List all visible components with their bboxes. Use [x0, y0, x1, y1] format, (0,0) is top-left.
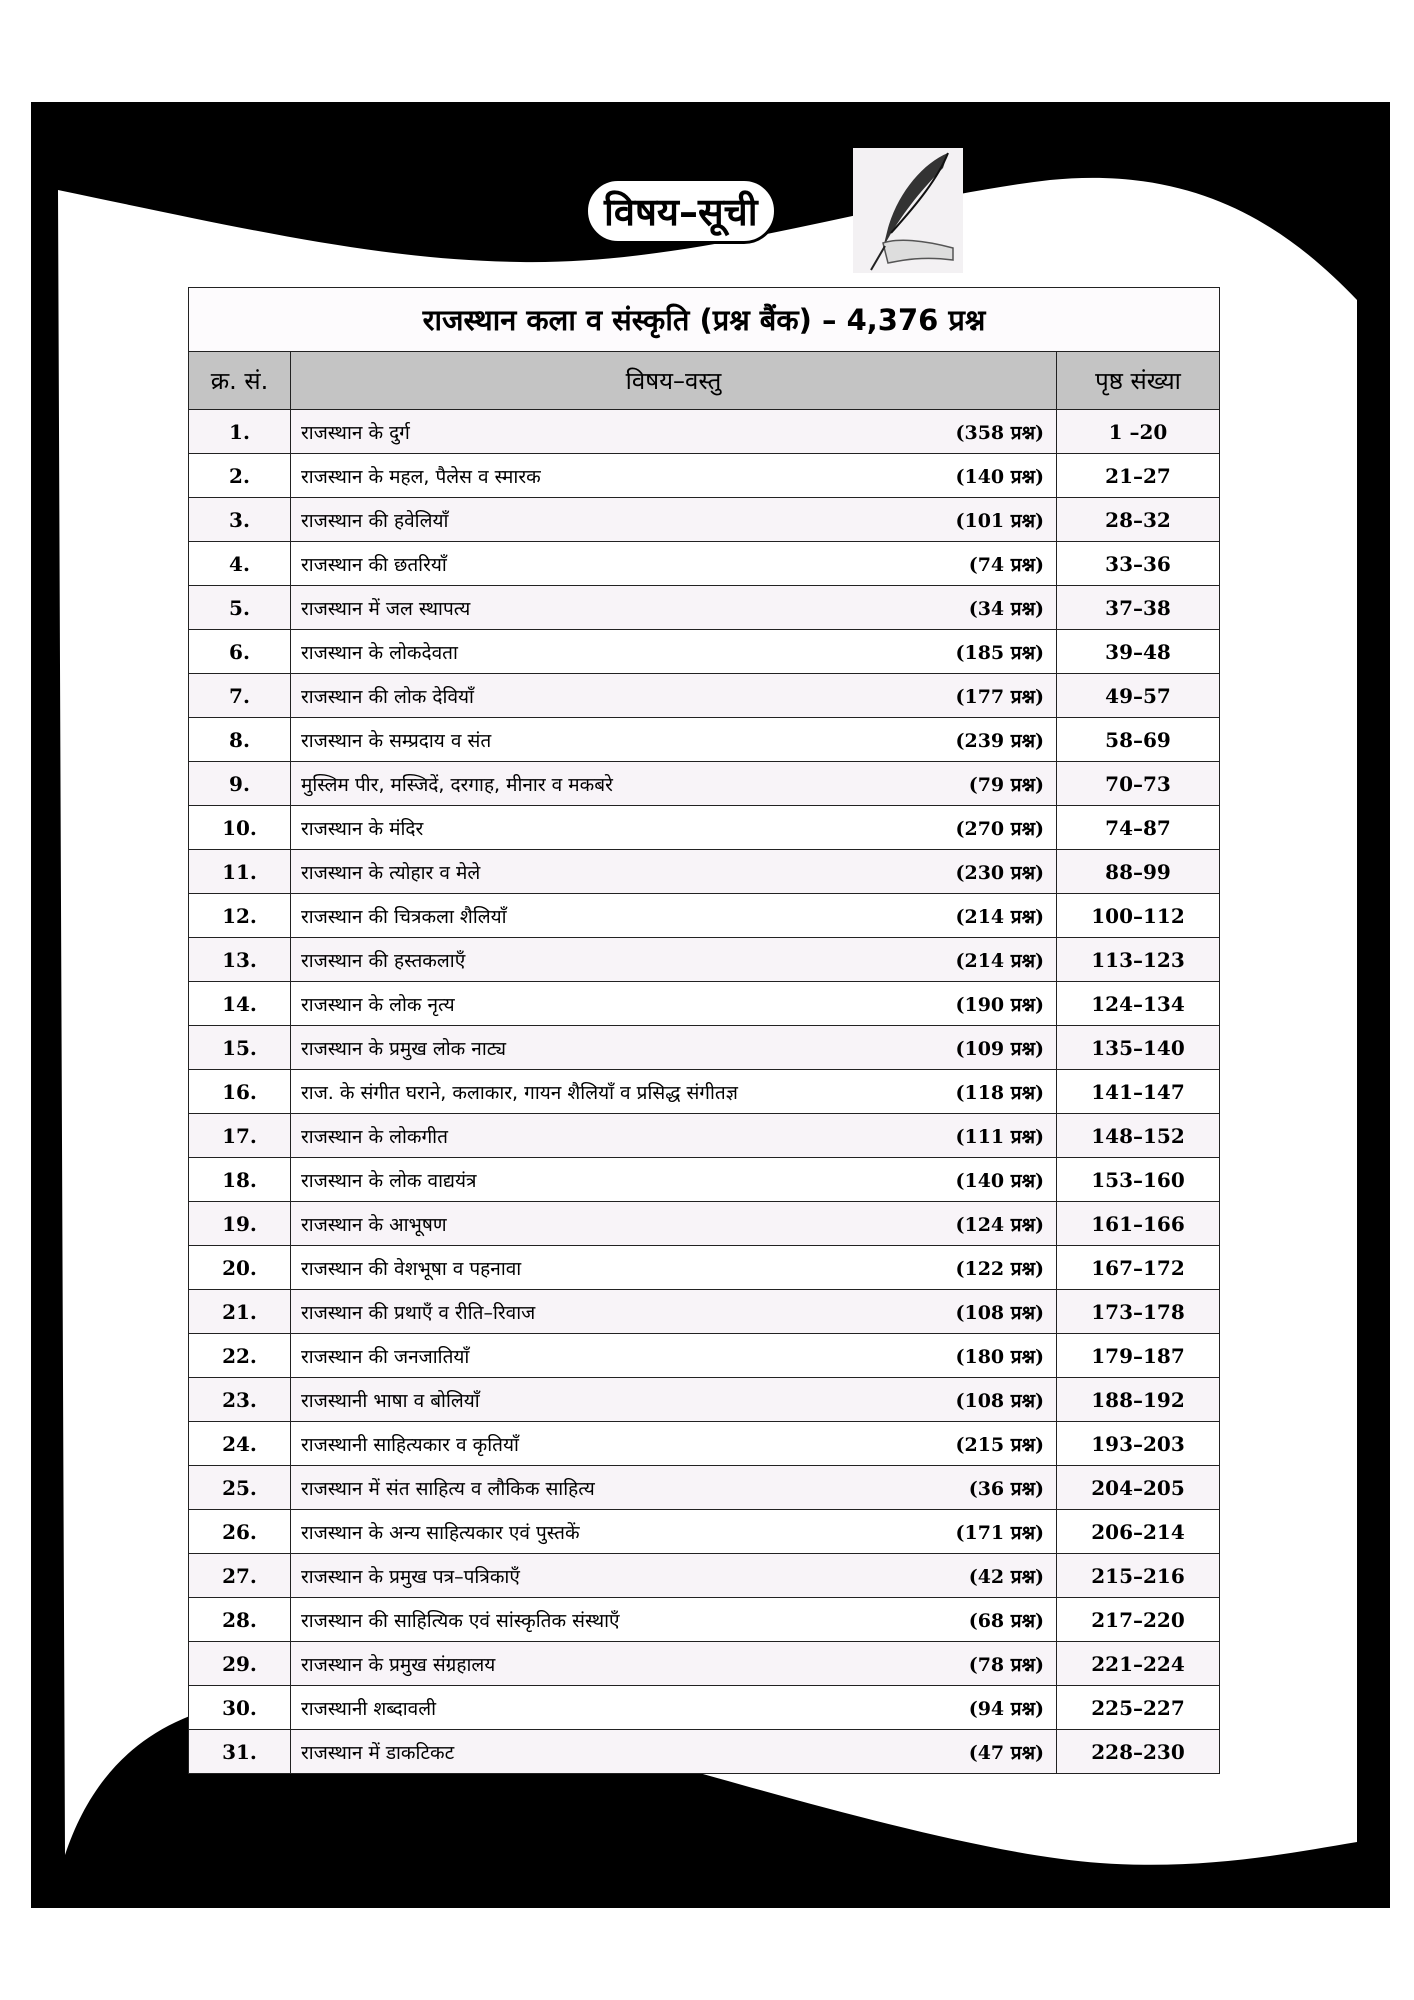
subject-cell — [291, 1730, 1057, 1774]
subject-cell — [291, 1422, 1057, 1466]
page-range: 1 –20 — [1057, 410, 1220, 454]
subject-cell — [291, 850, 1057, 894]
subject-cell — [291, 894, 1057, 938]
subject-cell — [291, 1686, 1057, 1730]
serial-number: 28. — [189, 1598, 291, 1642]
page-range: 70–73 — [1057, 762, 1220, 806]
subject-title: राजस्थान के प्रमुख संग्रहालय — [301, 1653, 496, 1676]
question-count: (171 प्रश्न) — [955, 1521, 1044, 1544]
subject-title: राजस्थानी शब्दावली — [301, 1697, 436, 1720]
question-count: (177 प्रश्न) — [955, 685, 1044, 708]
question-count: (47 प्रश्न) — [968, 1741, 1044, 1764]
question-count: (79 प्रश्न) — [968, 773, 1044, 796]
subject-cell — [291, 762, 1057, 806]
subject-title: राजस्थान के त्योहार व मेले — [301, 861, 481, 884]
table-row — [189, 850, 1220, 894]
page-range: 113–123 — [1057, 938, 1220, 982]
page-range: 37–38 — [1057, 586, 1220, 630]
serial-number: 29. — [189, 1642, 291, 1686]
question-count: (358 प्रश्न) — [955, 421, 1044, 444]
subject-title: राजस्थान के दुर्ग — [301, 421, 410, 444]
page-range: 173–178 — [1057, 1290, 1220, 1334]
table-row — [189, 1686, 1220, 1730]
question-count: (108 प्रश्न) — [955, 1389, 1044, 1412]
subject-title: राजस्थान में संत साहित्य व लौकिक साहित्य — [301, 1477, 595, 1500]
page-range: 135–140 — [1057, 1026, 1220, 1070]
subject-title: राजस्थान के आभूषण — [301, 1213, 447, 1236]
serial-number: 8. — [189, 718, 291, 762]
question-count: (214 प्रश्न) — [955, 905, 1044, 928]
serial-number: 1. — [189, 410, 291, 454]
question-count: (118 प्रश्न) — [955, 1081, 1044, 1104]
page-range: 28–32 — [1057, 498, 1220, 542]
question-count: (111 प्रश्न) — [955, 1125, 1044, 1148]
page-range: 221–224 — [1057, 1642, 1220, 1686]
serial-number: 3. — [189, 498, 291, 542]
column-header-pages: पृष्ठ संख्या — [1057, 352, 1220, 410]
table-row — [189, 894, 1220, 938]
subject-cell — [291, 674, 1057, 718]
question-count: (108 प्रश्न) — [955, 1301, 1044, 1324]
question-count: (34 प्रश्न) — [968, 597, 1044, 620]
serial-number: 24. — [189, 1422, 291, 1466]
table-row — [189, 586, 1220, 630]
subject-title: राजस्थान के महल, पैलेस व स्मारक — [301, 465, 541, 488]
question-count: (124 प्रश्न) — [955, 1213, 1044, 1236]
question-count: (94 प्रश्न) — [968, 1697, 1044, 1720]
subject-title: राज. के संगीत घराने, कलाकार, गायन शैलियाँ व प्रसिद्ध संगीतज्ञ — [301, 1081, 738, 1104]
table-row — [189, 1202, 1220, 1246]
heading-pill — [585, 178, 777, 244]
table-row — [189, 674, 1220, 718]
table-row — [189, 806, 1220, 850]
subject-cell — [291, 1070, 1057, 1114]
serial-number: 18. — [189, 1158, 291, 1202]
serial-number: 2. — [189, 454, 291, 498]
table-row — [189, 1598, 1220, 1642]
serial-number: 22. — [189, 1334, 291, 1378]
serial-number: 26. — [189, 1510, 291, 1554]
question-count: (214 प्रश्न) — [955, 949, 1044, 972]
question-count: (78 प्रश्न) — [968, 1653, 1044, 1676]
subject-title: राजस्थान के प्रमुख पत्र–पत्रिकाएँ — [301, 1565, 520, 1588]
subject-title: मुस्लिम पीर, मस्जिदें, दरगाह, मीनार व मकबरे — [301, 773, 613, 796]
subject-title: राजस्थानी साहित्यकार व कृतियाँ — [301, 1433, 519, 1456]
page-range: 49–57 — [1057, 674, 1220, 718]
heading-text: विषय–सूची — [604, 190, 758, 234]
contents-table — [188, 287, 1220, 1774]
subject-cell — [291, 1158, 1057, 1202]
table-title-row — [189, 288, 1220, 352]
question-count: (140 प्रश्न) — [955, 1169, 1044, 1192]
subject-cell — [291, 1598, 1057, 1642]
page-range: 217–220 — [1057, 1598, 1220, 1642]
subject-title: राजस्थान की लोक देवियाँ — [301, 685, 474, 708]
table-row — [189, 762, 1220, 806]
question-count: (68 प्रश्न) — [968, 1609, 1044, 1632]
serial-number: 7. — [189, 674, 291, 718]
subject-title: राजस्थान की वेशभूषा व पहनावा — [301, 1257, 522, 1280]
subject-cell — [291, 1510, 1057, 1554]
subject-cell — [291, 454, 1057, 498]
page-range: 100–112 — [1057, 894, 1220, 938]
page-range: 153–160 — [1057, 1158, 1220, 1202]
table-row — [189, 1466, 1220, 1510]
subject-title: राजस्थान के लोक नृत्य — [301, 993, 455, 1016]
table-row — [189, 718, 1220, 762]
question-count: (185 प्रश्न) — [955, 641, 1044, 664]
table-row — [189, 454, 1220, 498]
page-range: 21–27 — [1057, 454, 1220, 498]
subject-title: राजस्थान के प्रमुख लोक नाट्य — [301, 1037, 507, 1060]
table-title: राजस्थान कला व संस्कृति (प्रश्न बैंक) – 4,376 प्रश्न — [189, 288, 1220, 352]
serial-number: 27. — [189, 1554, 291, 1598]
serial-number: 19. — [189, 1202, 291, 1246]
table-row — [189, 630, 1220, 674]
question-count: (230 प्रश्न) — [955, 861, 1044, 884]
subject-title: राजस्थान के अन्य साहित्यकार एवं पुस्तकें — [301, 1521, 580, 1544]
subject-title: राजस्थान की जनजातियाँ — [301, 1345, 470, 1368]
page-range: 88–99 — [1057, 850, 1220, 894]
table-row — [189, 1158, 1220, 1202]
serial-number: 5. — [189, 586, 291, 630]
serial-number: 9. — [189, 762, 291, 806]
subject-cell — [291, 806, 1057, 850]
question-count: (74 प्रश्न) — [968, 553, 1044, 576]
table-row — [189, 938, 1220, 982]
subject-title: राजस्थान के लोक वाद्ययंत्र — [301, 1169, 477, 1192]
subject-cell — [291, 542, 1057, 586]
serial-number: 20. — [189, 1246, 291, 1290]
subject-cell — [291, 1642, 1057, 1686]
question-count: (270 प्रश्न) — [955, 817, 1044, 840]
subject-cell — [291, 1290, 1057, 1334]
table-row — [189, 498, 1220, 542]
subject-cell — [291, 1334, 1057, 1378]
serial-number: 23. — [189, 1378, 291, 1422]
serial-number: 13. — [189, 938, 291, 982]
quill-pen-icon — [853, 148, 963, 273]
serial-number: 4. — [189, 542, 291, 586]
page-range: 188–192 — [1057, 1378, 1220, 1422]
table-row — [189, 1070, 1220, 1114]
subject-cell — [291, 410, 1057, 454]
subject-title: राजस्थान के लोकगीत — [301, 1125, 448, 1148]
table-row — [189, 1642, 1220, 1686]
subject-title: राजस्थान के मंदिर — [301, 817, 424, 840]
page-range: 141–147 — [1057, 1070, 1220, 1114]
question-count: (42 प्रश्न) — [968, 1565, 1044, 1588]
page-range: 193–203 — [1057, 1422, 1220, 1466]
serial-number: 11. — [189, 850, 291, 894]
page-range: 58–69 — [1057, 718, 1220, 762]
table-row — [189, 982, 1220, 1026]
page-range: 167–172 — [1057, 1246, 1220, 1290]
question-count: (109 प्रश्न) — [955, 1037, 1044, 1060]
page-range: 161–166 — [1057, 1202, 1220, 1246]
subject-title: राजस्थान के लोकदेवता — [301, 641, 458, 664]
page-range: 39–48 — [1057, 630, 1220, 674]
table-row — [189, 1378, 1220, 1422]
subject-cell — [291, 1554, 1057, 1598]
subject-cell — [291, 586, 1057, 630]
question-count: (180 प्रश्न) — [955, 1345, 1044, 1368]
subject-title: राजस्थान की चित्रकला शैलियाँ — [301, 905, 507, 928]
question-count: (36 प्रश्न) — [968, 1477, 1044, 1500]
page-range: 124–134 — [1057, 982, 1220, 1026]
subject-cell — [291, 938, 1057, 982]
table-row — [189, 410, 1220, 454]
subject-title: राजस्थान की छतरियाँ — [301, 553, 447, 576]
table-row — [189, 1290, 1220, 1334]
subject-cell — [291, 1246, 1057, 1290]
serial-number: 21. — [189, 1290, 291, 1334]
page-range: 33–36 — [1057, 542, 1220, 586]
page-range: 206–214 — [1057, 1510, 1220, 1554]
subject-title: राजस्थान में जल स्थापत्य — [301, 597, 471, 620]
serial-number: 15. — [189, 1026, 291, 1070]
subject-title: राजस्थान की हस्तकलाएँ — [301, 949, 466, 972]
table-row — [189, 1246, 1220, 1290]
serial-number: 16. — [189, 1070, 291, 1114]
serial-number: 12. — [189, 894, 291, 938]
column-header-subject: विषय–वस्तु — [291, 352, 1057, 410]
subject-title: राजस्थान की हवेलियाँ — [301, 509, 449, 532]
serial-number: 14. — [189, 982, 291, 1026]
page-range: 74–87 — [1057, 806, 1220, 850]
page-range: 148–152 — [1057, 1114, 1220, 1158]
subject-cell — [291, 718, 1057, 762]
question-count: (215 प्रश्न) — [955, 1433, 1044, 1456]
subject-title: राजस्थान के सम्प्रदाय व संत — [301, 729, 492, 752]
question-count: (140 प्रश्न) — [955, 465, 1044, 488]
subject-cell — [291, 630, 1057, 674]
subject-cell — [291, 498, 1057, 542]
serial-number: 25. — [189, 1466, 291, 1510]
table-row — [189, 542, 1220, 586]
question-count: (190 प्रश्न) — [955, 993, 1044, 1016]
subject-title: राजस्थान की साहित्यिक एवं सांस्कृतिक संस्थाएँ — [301, 1609, 620, 1632]
serial-number: 31. — [189, 1730, 291, 1774]
page-range: 179–187 — [1057, 1334, 1220, 1378]
subject-cell — [291, 1026, 1057, 1070]
serial-number: 30. — [189, 1686, 291, 1730]
subject-cell — [291, 982, 1057, 1026]
column-header-serial: क्र. सं. — [189, 352, 291, 410]
subject-title: राजस्थान में डाकटिकट — [301, 1741, 455, 1764]
serial-number: 17. — [189, 1114, 291, 1158]
table-row — [189, 1026, 1220, 1070]
table-row — [189, 1510, 1220, 1554]
table-row — [189, 1334, 1220, 1378]
subject-cell — [291, 1114, 1057, 1158]
page-range: 228–230 — [1057, 1730, 1220, 1774]
table-row — [189, 1554, 1220, 1598]
page-range: 204–205 — [1057, 1466, 1220, 1510]
question-count: (122 प्रश्न) — [955, 1257, 1044, 1280]
serial-number: 6. — [189, 630, 291, 674]
page-range: 225–227 — [1057, 1686, 1220, 1730]
page-range: 215–216 — [1057, 1554, 1220, 1598]
toc-heading — [585, 178, 777, 244]
table-header-row — [189, 352, 1220, 410]
subject-cell — [291, 1202, 1057, 1246]
table-row — [189, 1422, 1220, 1466]
subject-title: राजस्थानी भाषा व बोलियाँ — [301, 1389, 480, 1412]
question-count: (239 प्रश्न) — [955, 729, 1044, 752]
question-count: (101 प्रश्न) — [955, 509, 1044, 532]
subject-title: राजस्थान की प्रथाएँ व रीति–रिवाज — [301, 1301, 536, 1324]
serial-number: 10. — [189, 806, 291, 850]
subject-cell — [291, 1378, 1057, 1422]
table-row — [189, 1730, 1220, 1774]
subject-cell — [291, 1466, 1057, 1510]
table-row — [189, 1114, 1220, 1158]
